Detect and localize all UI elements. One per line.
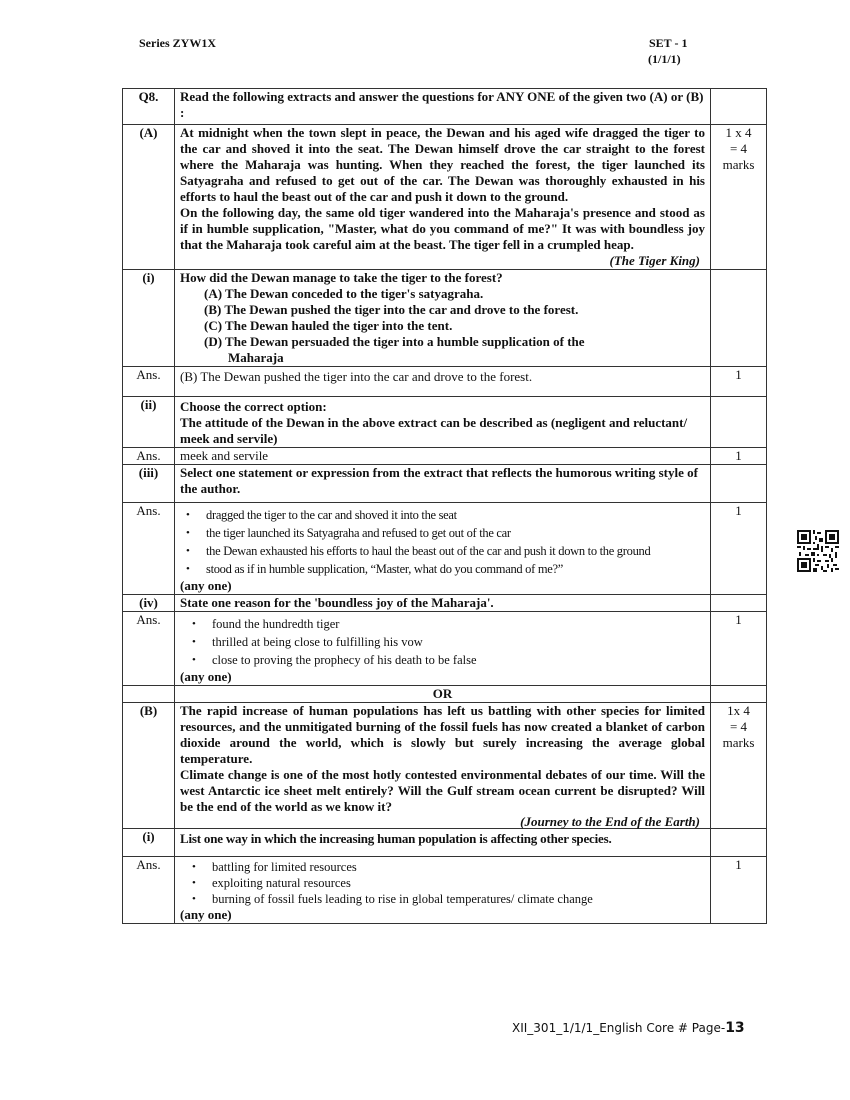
- part-b-label: (B): [123, 703, 175, 829]
- table-row: [123, 448, 767, 465]
- part-a-label: (A): [123, 125, 175, 270]
- subquestion-label: (ii): [123, 397, 175, 448]
- answer-label: Ans.: [123, 612, 175, 686]
- or-divider: OR: [175, 686, 711, 703]
- table-row: [123, 125, 767, 270]
- marks-cell: 1: [711, 448, 767, 465]
- subquestion-text: List one way in which the increasing human population is affecting other species.: [175, 829, 711, 857]
- footer-code: XII_301_1/1/1_English Core # Page-: [512, 1021, 726, 1035]
- list-item: • battling for limited resources: [212, 859, 705, 875]
- table-row: [123, 857, 767, 924]
- subquestion-text: State one reason for the 'boundless joy of the Maharaja'.: [175, 595, 711, 612]
- subquestion-label: (i): [123, 270, 175, 367]
- marks-cell: 1: [711, 612, 767, 686]
- extract-paragraph: Climate change is one of the most hotly contested environmental debates of our time. Will the west Antarctic ice sheet melt entirely? Will the Gulf stream ocean current be disrupted? Will be the end of the world as we know it?: [180, 767, 705, 814]
- list-item: • the tiger launched its Satyagraha and refused to get out of the car: [206, 524, 705, 542]
- part-a-extract: [175, 125, 711, 270]
- table-row: [123, 612, 767, 686]
- marks-cell: 1: [711, 367, 767, 397]
- subquestion-label: (iv): [123, 595, 175, 612]
- table-row: [123, 397, 767, 448]
- question-number: Q8.: [123, 89, 175, 125]
- option: (B) The Dewan pushed the tiger into the car and drove to the forest.: [204, 302, 579, 317]
- answer-label: Ans.: [123, 503, 175, 595]
- answer-list: [175, 503, 711, 595]
- option: (D) The Dewan persuaded the tiger into a humble supplication of the: [204, 334, 585, 349]
- list-item: • found the hundredth tiger: [212, 615, 705, 633]
- table-row: [123, 703, 767, 829]
- answer-text: meek and servile: [175, 448, 711, 465]
- table-row: [123, 503, 767, 595]
- answer-list: [175, 612, 711, 686]
- marks-cell: 1 x 4 = 4 marks: [711, 125, 767, 270]
- marks-cell: 1x 4 = 4 marks: [711, 703, 767, 829]
- option: (C) The Dewan hauled the tiger into the tent.: [204, 318, 453, 333]
- table-row: [123, 465, 767, 503]
- any-one-note: (any one): [180, 907, 232, 922]
- page-number: 13: [725, 1020, 745, 1036]
- table-row: [123, 595, 767, 612]
- any-one-note: (any one): [180, 669, 232, 684]
- answer-text: (B) The Dewan pushed the tiger into the car and drove to the forest.: [175, 367, 711, 397]
- list-item: • thrilled at being close to fulfilling his vow: [212, 633, 705, 651]
- answer-label: Ans.: [123, 857, 175, 924]
- marks-cell: 1: [711, 857, 767, 924]
- list-item: • exploiting natural resources: [212, 875, 705, 891]
- option-continuation: Maharaja: [228, 350, 284, 365]
- part-b-extract: [175, 703, 711, 829]
- table-row: [123, 367, 767, 397]
- list-item: • close to proving the prophecy of his death to be false: [212, 651, 705, 669]
- extract-source: (The Tiger King): [609, 253, 700, 268]
- set-number: SET - 1: [649, 36, 688, 50]
- question-instruction: Read the following extracts and answer the questions for ANY ONE of the given two (A) or (B) :: [175, 89, 711, 125]
- subquestion-label: (iii): [123, 465, 175, 503]
- extract-paragraph: The rapid increase of human populations has left us battling with other species for limited resources, and the unmitigated burning of the fossil fuels has now created a blanket of carbon dioxide around the world, which is slowly but surely increasing the average global temperature.: [180, 703, 705, 766]
- list-item: • burning of fossil fuels leading to rise in global temperatures/ climate change: [212, 891, 705, 907]
- subquestion-text: How did the Dewan manage to take the tiger to the forest? (A) The Dewan conceded to the tiger's satyagraha. (B) The Dewan pushed the tiger into the car and drove to the forest. (C) The Dewan hauled the tiger into the tent. (D) The Dewan persuaded the tiger into a humble supplication of the Maharaja: [175, 270, 711, 367]
- any-one-note: (any one): [180, 578, 232, 593]
- page-footer: [512, 1020, 745, 1036]
- extract-paragraph: On the following day, the same old tiger wandered into the Maharaja's presence and stood as if in humble supplication, "Master, what do you command of me?" It was with boundless joy that the Maharaja took careful aim at the beast. The tiger fell in a crumpled heap.: [180, 205, 705, 252]
- subquestion-label: (i): [123, 829, 175, 857]
- extract-source: (Journey to the End of the Earth): [520, 814, 700, 829]
- list-item: • the Dewan exhausted his efforts to haul the beast out of the car and push it down to the ground: [206, 542, 705, 560]
- marks-cell: 1: [711, 503, 767, 595]
- list-item: • dragged the tiger to the car and shoved it into the seat: [206, 506, 705, 524]
- subquestion-text: Select one statement or expression from the extract that reflects the humorous writing style of the author.: [175, 465, 711, 503]
- table-row: [123, 686, 767, 703]
- series-code: Series ZYW1X: [139, 36, 216, 50]
- answer-label: Ans.: [123, 448, 175, 465]
- set-code: (1/1/1): [648, 52, 681, 66]
- table-row: [123, 270, 767, 367]
- question-table: [122, 88, 767, 924]
- answer-list: [175, 857, 711, 924]
- list-item: • stood as if in humble supplication, “Master, what do you command of me?”: [206, 560, 705, 578]
- table-row: [123, 89, 767, 125]
- table-row: [123, 829, 767, 857]
- subquestion-text: Choose the correct option: The attitude of the Dewan in the above extract can be described as (negligent and reluctant/ meek and servile): [175, 397, 711, 448]
- qr-code-icon: [797, 530, 839, 572]
- answer-label: Ans.: [123, 367, 175, 397]
- extract-paragraph: At midnight when the town slept in peace, the Dewan and his aged wife dragged the tiger to the car and shoved it into the seat. The Dewan himself drove the car straight to the forest where the Maharaja was hunting. When they reached the forest, the tiger launched its Satyagraha and refused to get out of the car. The Dewan was thoroughly exhausted in his efforts to haul the beast out of the car and push it down to the ground.: [180, 125, 705, 204]
- option: (A) The Dewan conceded to the tiger's satyagraha.: [204, 286, 484, 301]
